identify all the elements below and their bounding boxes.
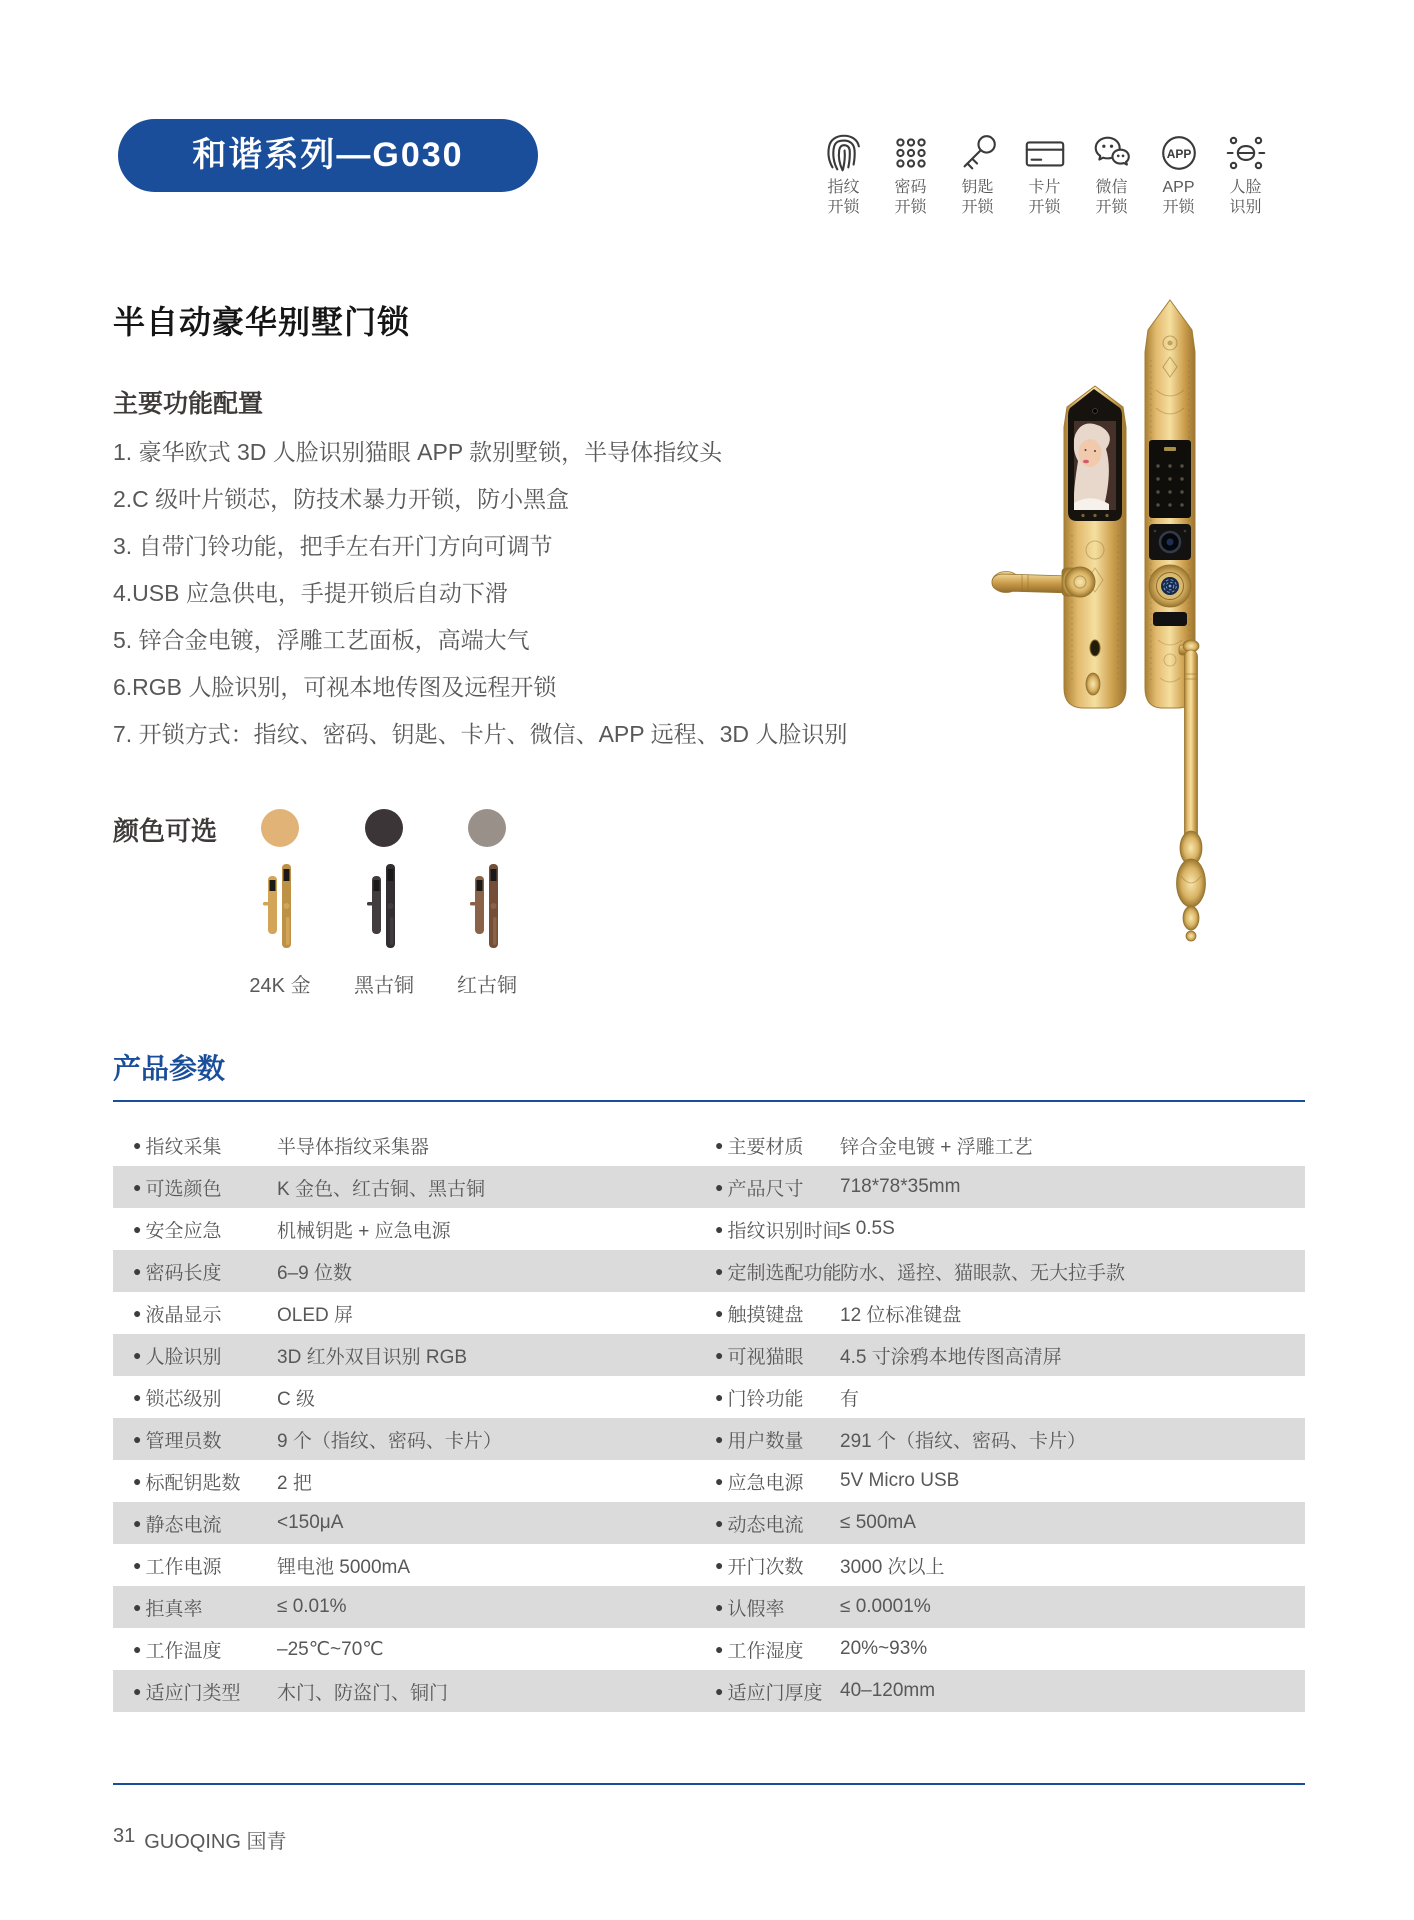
bullet-icon: ● (715, 1389, 724, 1405)
bullet-icon: ● (715, 1137, 724, 1153)
spec-row (113, 1586, 1305, 1628)
key-icon (955, 124, 1001, 176)
spec-row (113, 1418, 1305, 1460)
spec-label: ● 指纹识别时间 (715, 1220, 842, 1242)
unlock-methods-row (810, 124, 1279, 218)
feature-list (113, 429, 847, 758)
spec-label: ● 认假率 (715, 1598, 785, 1620)
spec-value: 5V Micro USB (840, 1470, 960, 1491)
unlock-method-wechat (1078, 124, 1145, 218)
spec-label: ● 安全应急 (133, 1220, 222, 1242)
unlock-method-label: 开锁 (827, 199, 860, 216)
unlock-method-label: 钥匙 (961, 179, 994, 196)
spec-label: ● 工作湿度 (715, 1640, 804, 1662)
unlock-method-app (1145, 124, 1212, 218)
bullet-icon: ● (133, 1389, 142, 1405)
spec-label: ● 标配钥匙数 (133, 1472, 241, 1494)
spec-value: 9 个（指纹、密码、卡片） (277, 1430, 502, 1452)
spec-value: 291 个（指纹、密码、卡片） (840, 1430, 1086, 1452)
spec-value: ≤ 0.01% (277, 1596, 347, 1617)
spec-value: 木门、防盗门、铜门 (277, 1682, 449, 1704)
unlock-method-label: 开锁 (1095, 199, 1128, 216)
unlock-method-label: 识别 (1229, 199, 1262, 216)
spec-value: 20%~93% (840, 1638, 928, 1659)
brand-name: GUOQING 国青 (144, 1831, 287, 1853)
spec-value: C 级 (277, 1388, 316, 1410)
bullet-icon: ● (715, 1683, 724, 1699)
unlock-method-password (877, 124, 944, 218)
color-variant-thumb (367, 862, 401, 954)
spec-row (113, 1544, 1305, 1586)
bullet-icon: ● (133, 1599, 142, 1615)
spec-label: ● 静态电流 (133, 1514, 222, 1536)
bullet-icon: ● (715, 1263, 724, 1279)
spec-row (113, 1502, 1305, 1544)
spec-label: ● 管理员数 (133, 1430, 222, 1452)
spec-label: ● 适应门厚度 (715, 1682, 823, 1704)
spec-row (113, 1670, 1305, 1712)
feature-item: 3. 自带门铃功能，把手左右开门方向可调节 (113, 533, 553, 559)
bullet-icon: ● (133, 1347, 142, 1363)
unlock-method-face (1212, 124, 1279, 218)
product-photo (980, 250, 1230, 950)
spec-label: ● 产品尺寸 (715, 1178, 804, 1200)
unlock-method-label: 指纹 (827, 179, 860, 196)
spec-value: 6–9 位数 (277, 1262, 352, 1284)
page-footer (113, 1825, 286, 1854)
spec-table (113, 1124, 1305, 1712)
spec-label: ● 锁芯级别 (133, 1388, 222, 1410)
spec-row (113, 1334, 1305, 1376)
bullet-icon: ● (133, 1305, 142, 1321)
spec-label: ● 可视猫眼 (715, 1346, 804, 1368)
spec-row (113, 1460, 1305, 1502)
divider (113, 1100, 1305, 1102)
series-badge: 和谐系列—G030 (118, 119, 538, 192)
wechat-icon (1089, 124, 1135, 176)
spec-value: 半导体指纹采集器 (277, 1136, 430, 1158)
feature-item: 1. 豪华欧式 3D 人脸识别猫眼 APP 款别墅锁，半导体指纹头 (113, 439, 723, 465)
color-swatch-red-bronze (468, 809, 506, 847)
feature-item: 4.USB 应急供电，手提开锁后自动下滑 (113, 580, 508, 606)
spec-value: ≤ 500mA (840, 1512, 916, 1533)
bullet-icon: ● (133, 1221, 142, 1237)
spec-label: ● 主要材质 (715, 1136, 804, 1158)
spec-value: 3D 红外双目识别 RGB (277, 1346, 468, 1368)
spec-value: 锂电池 5000mA (277, 1556, 411, 1578)
spec-label: ● 可选颜色 (133, 1178, 222, 1200)
svg-text:APP: APP (1166, 146, 1191, 161)
bullet-icon: ● (133, 1515, 142, 1531)
spec-label: ● 指纹采集 (133, 1136, 222, 1158)
bullet-icon: ● (133, 1431, 142, 1447)
spec-value: 机械钥匙 + 应急电源 (277, 1220, 451, 1242)
unlock-method-label: 开锁 (1162, 199, 1195, 216)
unlock-method-label: 卡片 (1028, 179, 1061, 196)
spec-value: 12 位标准键盘 (840, 1304, 962, 1326)
color-variant-thumb (470, 862, 504, 954)
feature-item: 6.RGB 人脸识别，可视本地传图及远程开锁 (113, 674, 557, 700)
bullet-icon: ● (715, 1431, 724, 1447)
bullet-icon: ● (133, 1179, 142, 1195)
specs-heading: 产品参数 (113, 1053, 226, 1084)
bullet-icon: ● (715, 1473, 724, 1489)
unlock-method-label: 密码 (894, 179, 927, 196)
spec-value: ≤ 0.0001% (840, 1596, 931, 1617)
card-icon (1022, 124, 1068, 176)
color-variant-label: 24K 金 (249, 975, 311, 997)
page-title: 半自动豪华别墅门锁 (113, 304, 411, 340)
unlock-method-label: 开锁 (1028, 199, 1061, 216)
spec-value: K 金色、红古铜、黑古铜 (277, 1178, 485, 1200)
spec-label: ● 开门次数 (715, 1556, 804, 1578)
bullet-icon: ● (715, 1179, 724, 1195)
bullet-icon: ● (133, 1557, 142, 1573)
spec-row (113, 1292, 1305, 1334)
page-number: 31 (113, 1825, 136, 1847)
bullet-icon: ● (715, 1557, 724, 1573)
spec-row (113, 1124, 1305, 1166)
spec-value: ≤ 0.5S (840, 1218, 895, 1239)
spec-row (113, 1628, 1305, 1670)
feature-item: 5. 锌合金电镀，浮雕工艺面板，高端大气 (113, 627, 530, 653)
spec-value: 4.5 寸涂鸦本地传图高清屏 (840, 1346, 1062, 1368)
bullet-icon: ● (715, 1305, 724, 1321)
feature-item: 2.C 级叶片锁芯，防技术暴力开锁，防小黑盒 (113, 486, 570, 512)
spec-value: 3000 次以上 (840, 1556, 945, 1578)
color-swatch-black-bronze (365, 809, 403, 847)
bullet-icon: ● (715, 1515, 724, 1531)
bullet-icon: ● (133, 1137, 142, 1153)
color-variant-thumb (263, 862, 297, 954)
spec-value: 防水、遥控、猫眼款、无大拉手款 (840, 1262, 1126, 1284)
spec-label: ● 适应门类型 (133, 1682, 241, 1704)
spec-label: ● 触摸键盘 (715, 1304, 804, 1326)
unlock-method-label: 微信 (1095, 179, 1128, 196)
color-swatch-gold (261, 809, 299, 847)
feature-item: 7. 开锁方式：指纹、密码、钥匙、卡片、微信、APP 远程、3D 人脸识别 (113, 721, 848, 747)
bullet-icon: ● (715, 1641, 724, 1657)
spec-value: <150μA (277, 1512, 344, 1533)
spec-label: ● 工作电源 (133, 1556, 222, 1578)
spec-label: ● 用户数量 (715, 1430, 804, 1452)
spec-label: ● 定制选配功能 (715, 1262, 842, 1284)
bullet-icon: ● (133, 1263, 142, 1279)
color-variant-label: 黑古铜 (354, 975, 414, 997)
keypad-icon (888, 124, 934, 176)
lock-interior-photo (992, 386, 1126, 708)
unlock-method-label: 开锁 (961, 199, 994, 216)
bullet-icon: ● (133, 1683, 142, 1699)
unlock-method-label: 开锁 (894, 199, 927, 216)
color-variant-label: 红古铜 (457, 975, 517, 997)
unlock-method-fingerprint (810, 124, 877, 218)
bullet-icon: ● (715, 1347, 724, 1363)
spec-row (113, 1250, 1305, 1292)
spec-value: –25℃~70℃ (277, 1638, 384, 1660)
unlock-method-card (1011, 124, 1078, 218)
spec-label: ● 应急电源 (715, 1472, 804, 1494)
unlock-method-label: 人脸 (1229, 179, 1262, 196)
spec-value: 2 把 (277, 1472, 312, 1494)
spec-label: ● 动态电流 (715, 1514, 804, 1536)
unlock-method-key (944, 124, 1011, 218)
spec-value: OLED 屏 (277, 1304, 354, 1326)
bullet-icon: ● (133, 1641, 142, 1657)
spec-label: ● 拒真率 (133, 1598, 203, 1620)
spec-value: 718*78*35mm (840, 1176, 961, 1197)
spec-label: ● 工作温度 (133, 1640, 222, 1662)
colors-heading: 颜色可选 (113, 816, 218, 846)
spec-row (113, 1376, 1305, 1418)
lock-exterior-photo (1145, 300, 1206, 941)
bullet-icon: ● (133, 1473, 142, 1489)
fingerprint-icon (821, 124, 867, 176)
spec-label: ● 液晶显示 (133, 1304, 222, 1326)
spec-value: 40–120mm (840, 1680, 936, 1701)
spec-label: ● 人脸识别 (133, 1346, 222, 1368)
spec-label: ● 门铃功能 (715, 1388, 804, 1410)
face-icon (1223, 124, 1269, 176)
features-heading: 主要功能配置 (113, 390, 264, 418)
bullet-icon: ● (715, 1599, 724, 1615)
divider (113, 1783, 1305, 1785)
spec-label: ● 密码长度 (133, 1262, 222, 1284)
spec-row (113, 1208, 1305, 1250)
spec-value: 锌合金电镀 + 浮雕工艺 (840, 1136, 1033, 1158)
spec-value: 有 (840, 1388, 860, 1410)
unlock-method-label: APP (1162, 179, 1195, 196)
app-icon (1156, 124, 1202, 176)
bullet-icon: ● (715, 1221, 724, 1237)
spec-row (113, 1166, 1305, 1208)
